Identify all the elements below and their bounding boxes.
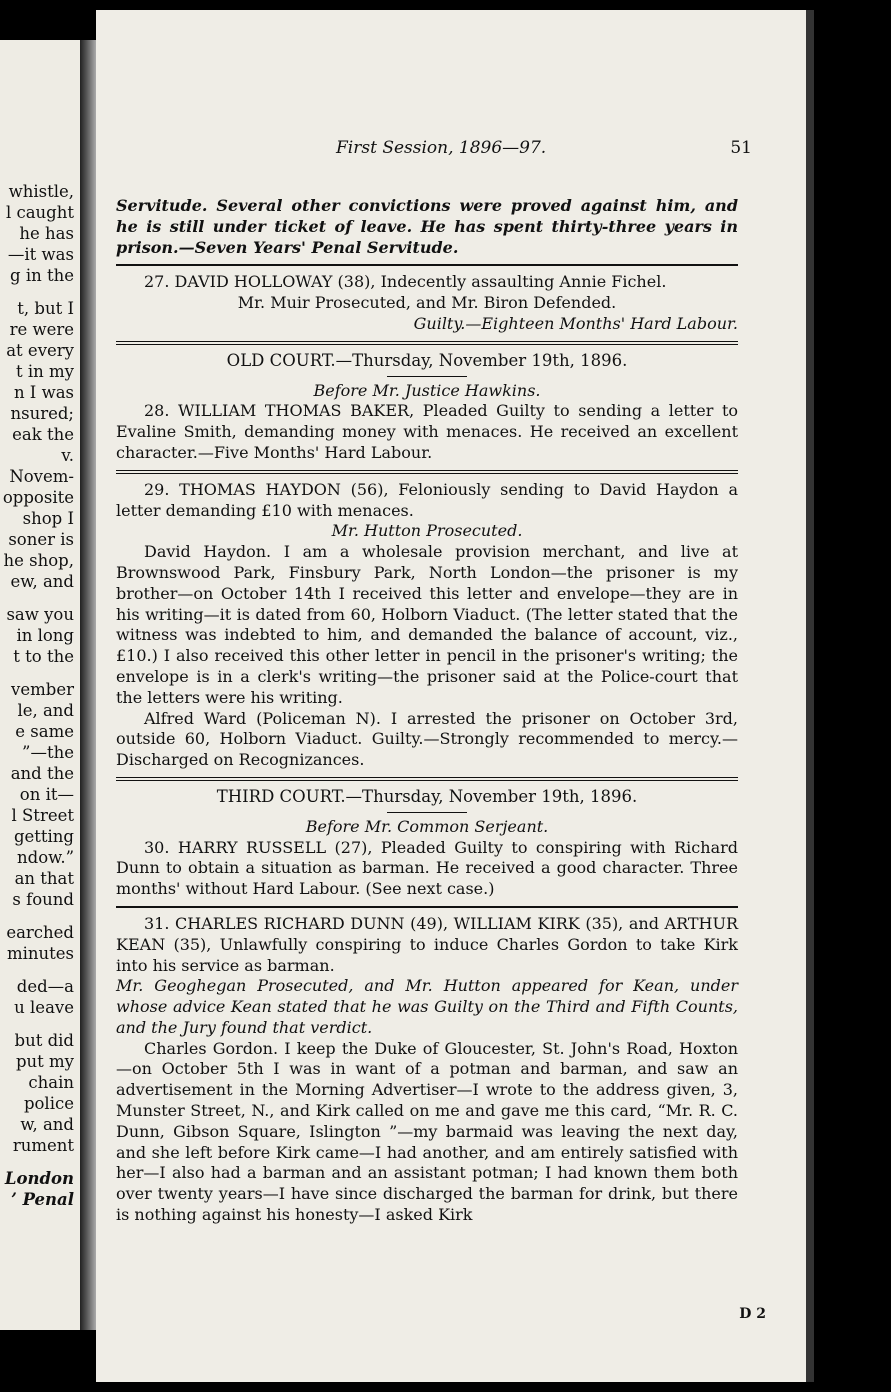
running-title: First Session, 1896—97. [336, 138, 547, 158]
facing-page-line: ’ Penal [11, 1190, 74, 1209]
facing-page-line: nsured; [10, 404, 74, 423]
facing-page-line: vember [11, 680, 74, 699]
divider [116, 906, 738, 908]
case-27-verdict: Guilty.—Eighteen Months' Hard Labour. [413, 313, 738, 333]
facing-page-line: t, but I [17, 299, 74, 318]
facing-page-line: g in the [10, 266, 74, 285]
facing-page-line: London [4, 1169, 74, 1188]
divider [116, 777, 738, 781]
facing-page-line: in long [16, 626, 74, 645]
divider [387, 812, 467, 813]
facing-page-line: an that [14, 869, 74, 888]
facing-page-line: t in my [16, 362, 74, 381]
facing-page-line: he has [19, 224, 74, 243]
page-body [116, 196, 738, 1226]
facing-page-line: —it was [7, 245, 74, 264]
court-heading: THIRD COURT.—Thursday, November 19th, 1896. [216, 786, 638, 806]
facing-page-line: l Street [11, 806, 74, 825]
facing-page-line: ded—a [16, 977, 74, 996]
facing-page-line: Novem- [9, 467, 74, 486]
facing-page-line: put my [15, 1052, 74, 1071]
facing-page-line: opposite [2, 488, 74, 507]
facing-page-line: rument [12, 1136, 74, 1155]
facing-page-line: minutes [6, 944, 74, 963]
facing-page-line: chain [28, 1073, 74, 1092]
facing-page-line: n I was [13, 383, 74, 402]
facing-page-line: s found [12, 890, 74, 909]
book-gutter [80, 40, 96, 1330]
facing-page [0, 40, 80, 1330]
case-27-counsel: Mr. Muir Prosecuted, and Mr. Biron Defended. [237, 293, 617, 313]
facing-page-line: saw you [6, 605, 74, 624]
divider [387, 376, 467, 377]
facing-page-line: he shop, [3, 551, 74, 570]
facing-page-line: eak the [12, 425, 74, 444]
facing-page-line: ndow.” [17, 848, 74, 867]
facing-page-line: earched [6, 923, 74, 942]
facing-page-line: w, and [20, 1115, 74, 1134]
page-edge [806, 10, 814, 1382]
facing-page-line: but did [14, 1031, 74, 1050]
witness-testimony: David Haydon. I am a wholesale provision merchant, and live at Brownswood Park, Finsbury Park, North London—the prisoner is my brother—on October 14th I received this letter and envelope—they are in his writing—it is dated from 60, Holborn Viaduct. (The letter stated that the witness was indebted to him, and demanded the balance of account, viz., £10.) I also received this other letter in pencil in the prisoner's writing; the envelope is in a clerk's writing—the prisoner said at the Police-court that the letters were his writing. [116, 542, 738, 707]
facing-page-line: v. [61, 446, 74, 465]
facing-page-line: getting [13, 827, 74, 846]
facing-page-line: le, and [17, 701, 74, 720]
running-head [116, 138, 752, 164]
facing-page-line: u leave [14, 998, 74, 1017]
facing-page-line: soner is [8, 530, 74, 549]
judge-line: Before Mr. Common Serjeant. [305, 816, 549, 836]
facing-page-line: re were [9, 320, 74, 339]
case-29-heading: 29. THOMAS HAYDON (56), Feloniously sending to David Haydon a letter demanding £10 with menaces. [116, 479, 738, 520]
facing-page-line: ew, and [10, 572, 74, 591]
continuation-paragraph: Servitude. Several other convictions were proved against him, and he is still under ticket of leave. He has spent thirty-three years in prison.—Seven Years' Penal Servitude. [116, 196, 738, 257]
case-28-paragraph: 28. WILLIAM THOMAS BAKER, Pleaded Guilty to sending a letter to Evaline Smith, demanding money with menaces. He received an excellent character.—Five Months' Hard Labour. [116, 401, 738, 462]
facing-page-line: whistle, [8, 182, 74, 201]
case-30-paragraph: 30. HARRY RUSSELL (27), Pleaded Guilty to conspiring with Richard Dunn to obtain a situation as barman. He received a good character. Three months' without Hard Labour. (See next case.) [116, 837, 738, 899]
divider [116, 264, 738, 266]
facing-page-line: ”—the [22, 743, 74, 762]
divider [116, 341, 738, 345]
facing-page-line: police [23, 1094, 74, 1113]
case-29-counsel: Mr. Hutton Prosecuted. [331, 521, 523, 541]
witness-testimony: Charles Gordon. I keep the Duke of Gloucester, St. John's Road, Hoxton—on October 5th I was in want of a potman and barman, and saw an advertisement in the Morning Advertiser—I wrote to the address given, 3, Munster Street, N., and Kirk called on me and gave me this card, “Mr. R. C. Dunn, Gibson Square, Islington ”—my barmaid was leaving the next day, and she left before Kirk came—I had another, and am entirely satisfied with her—I also had a barman and an assistant potman; I had known them both over twenty years—I have since discharged the barman for drink, but there is nothing against his honesty—I asked Kirk [116, 1038, 738, 1225]
facing-page-line: on it— [19, 785, 74, 804]
signature-mark: D 2 [739, 1306, 766, 1322]
facing-page-line: l caught [5, 203, 74, 222]
facing-page-line: shop I [22, 509, 74, 528]
judge-line: Before Mr. Justice Hawkins. [313, 380, 541, 400]
divider [116, 470, 738, 474]
page-number: 51 [730, 138, 752, 158]
case-31-counsel: Mr. Geoghegan Prosecuted, and Mr. Hutton appeared for Kean, under whose advice Kean stated that he was Guilty on the Third and Fifth Counts, and the Jury found that verdict. [116, 976, 738, 1037]
witness-testimony: Alfred Ward (Policeman N). I arrested the prisoner on October 3rd, outside 60, Holborn Viaduct. Guilty.—Strongly recommended to mercy.—Discharged on Recognizances. [116, 708, 738, 770]
facing-page-line: and the [10, 764, 74, 783]
facing-page-line: e same [15, 722, 74, 741]
facing-page-line: t to the [13, 647, 74, 666]
case-31-heading: 31. CHARLES RICHARD DUNN (49), WILLIAM KIRK (35), and ARTHUR KEAN (35), Unlawfully conspiring to induce Charles Gordon to take Kirk into his service as barman. [116, 913, 738, 975]
page [96, 10, 806, 1382]
facing-page-line: at every [6, 341, 74, 360]
court-heading: OLD COURT.—Thursday, November 19th, 1896. [226, 350, 628, 370]
case-27-heading: 27. DAVID HOLLOWAY (38), Indecently assaulting Annie Fichel. [144, 272, 667, 292]
